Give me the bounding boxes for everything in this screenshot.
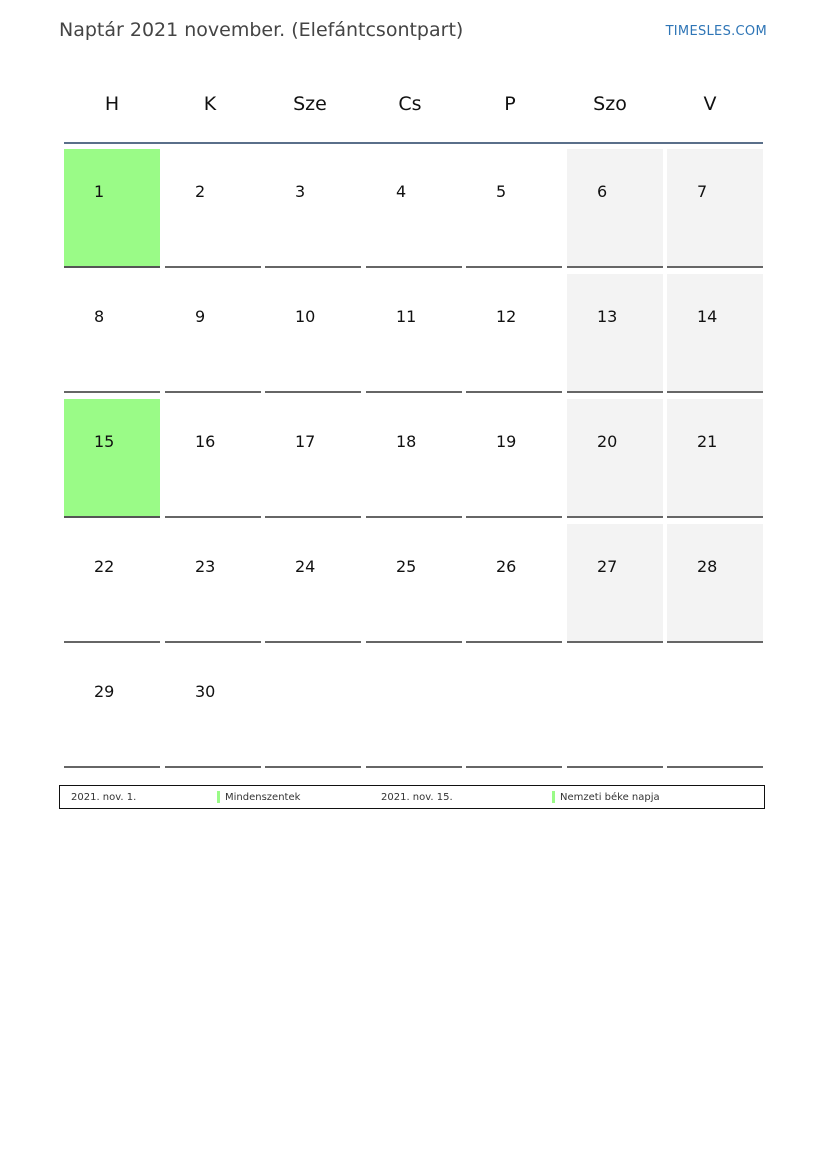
calendar-day-cell	[165, 649, 261, 768]
calendar-day-cell	[567, 524, 663, 643]
site-link[interactable]: TIMESLES.COM	[665, 24, 767, 39]
calendar-empty-cell	[265, 649, 361, 768]
header-divider	[64, 142, 763, 144]
calendar-day-cell	[466, 274, 562, 393]
day-number: 14	[697, 307, 718, 326]
day-number: 23	[195, 557, 216, 576]
calendar-day-cell	[165, 399, 261, 518]
day-number: 30	[195, 682, 216, 701]
legend-holiday-name: Mindenszentek	[225, 792, 301, 803]
day-number: 4	[396, 182, 407, 201]
day-number: 26	[496, 557, 517, 576]
calendar-day-cell	[366, 149, 462, 268]
legend-date: 2021. nov. 15.	[381, 792, 453, 803]
day-number: 20	[597, 432, 618, 451]
day-number: 3	[295, 182, 306, 201]
calendar-day-cell	[466, 524, 562, 643]
calendar-day-cell	[265, 524, 361, 643]
day-number: 25	[396, 557, 417, 576]
weekday-tuesday: K	[203, 93, 217, 115]
calendar-empty-cell	[466, 649, 562, 768]
weekday-saturday: Szo	[593, 93, 627, 115]
calendar-day-cell	[567, 149, 663, 268]
calendar-empty-cell	[567, 649, 663, 768]
calendar-day-cell	[165, 524, 261, 643]
legend-color-marker	[217, 791, 220, 803]
calendar-day-cell	[265, 274, 361, 393]
calendar-day-cell	[667, 399, 763, 518]
calendar-day-cell	[366, 399, 462, 518]
calendar-day-cell	[265, 149, 361, 268]
holiday-legend	[59, 785, 765, 809]
calendar-day-cell	[165, 274, 261, 393]
calendar-empty-cell	[366, 649, 462, 768]
day-number: 8	[94, 307, 105, 326]
calendar-day-cell	[64, 399, 160, 518]
calendar-day-cell	[567, 274, 663, 393]
calendar-day-cell	[466, 149, 562, 268]
weekday-wednesday: Sze	[293, 93, 327, 115]
calendar-day-cell	[466, 399, 562, 518]
legend-color-marker	[552, 791, 555, 803]
day-number: 18	[396, 432, 417, 451]
calendar-day-cell	[64, 649, 160, 768]
day-number: 13	[597, 307, 618, 326]
calendar-day-cell	[667, 274, 763, 393]
legend-date: 2021. nov. 1.	[71, 792, 137, 803]
calendar-day-cell	[567, 399, 663, 518]
day-number: 7	[697, 182, 708, 201]
day-number: 24	[295, 557, 316, 576]
day-number: 28	[697, 557, 718, 576]
weekday-header	[64, 88, 764, 120]
day-number: 5	[496, 182, 507, 201]
day-number: 17	[295, 432, 316, 451]
weekday-friday: P	[504, 93, 516, 115]
weekday-sunday: V	[703, 93, 717, 115]
calendar-day-cell	[366, 524, 462, 643]
calendar-day-cell	[165, 149, 261, 268]
calendar-day-cell	[265, 399, 361, 518]
day-number: 6	[597, 182, 608, 201]
calendar-day-cell	[667, 524, 763, 643]
day-number: 10	[295, 307, 316, 326]
day-number: 1	[94, 182, 105, 201]
weekday-thursday: Cs	[398, 93, 422, 115]
day-number: 19	[496, 432, 517, 451]
calendar-day-cell	[64, 524, 160, 643]
calendar-day-cell	[64, 274, 160, 393]
day-number: 2	[195, 182, 206, 201]
calendar-day-cell	[366, 274, 462, 393]
calendar-day-cell	[64, 149, 160, 268]
calendar-empty-cell	[667, 649, 763, 768]
legend-holiday-name: Nemzeti béke napja	[560, 792, 660, 803]
weekday-monday: H	[104, 93, 120, 115]
page-title: Naptár 2021 november. (Elefántcsontpart)	[59, 19, 464, 41]
day-number: 16	[195, 432, 216, 451]
day-number: 15	[94, 432, 115, 451]
day-number: 12	[496, 307, 517, 326]
day-number: 9	[195, 307, 206, 326]
calendar-day-cell	[667, 149, 763, 268]
day-number: 29	[94, 682, 115, 701]
day-number: 21	[697, 432, 718, 451]
day-number: 11	[396, 307, 417, 326]
day-number: 22	[94, 557, 115, 576]
day-number: 27	[597, 557, 618, 576]
